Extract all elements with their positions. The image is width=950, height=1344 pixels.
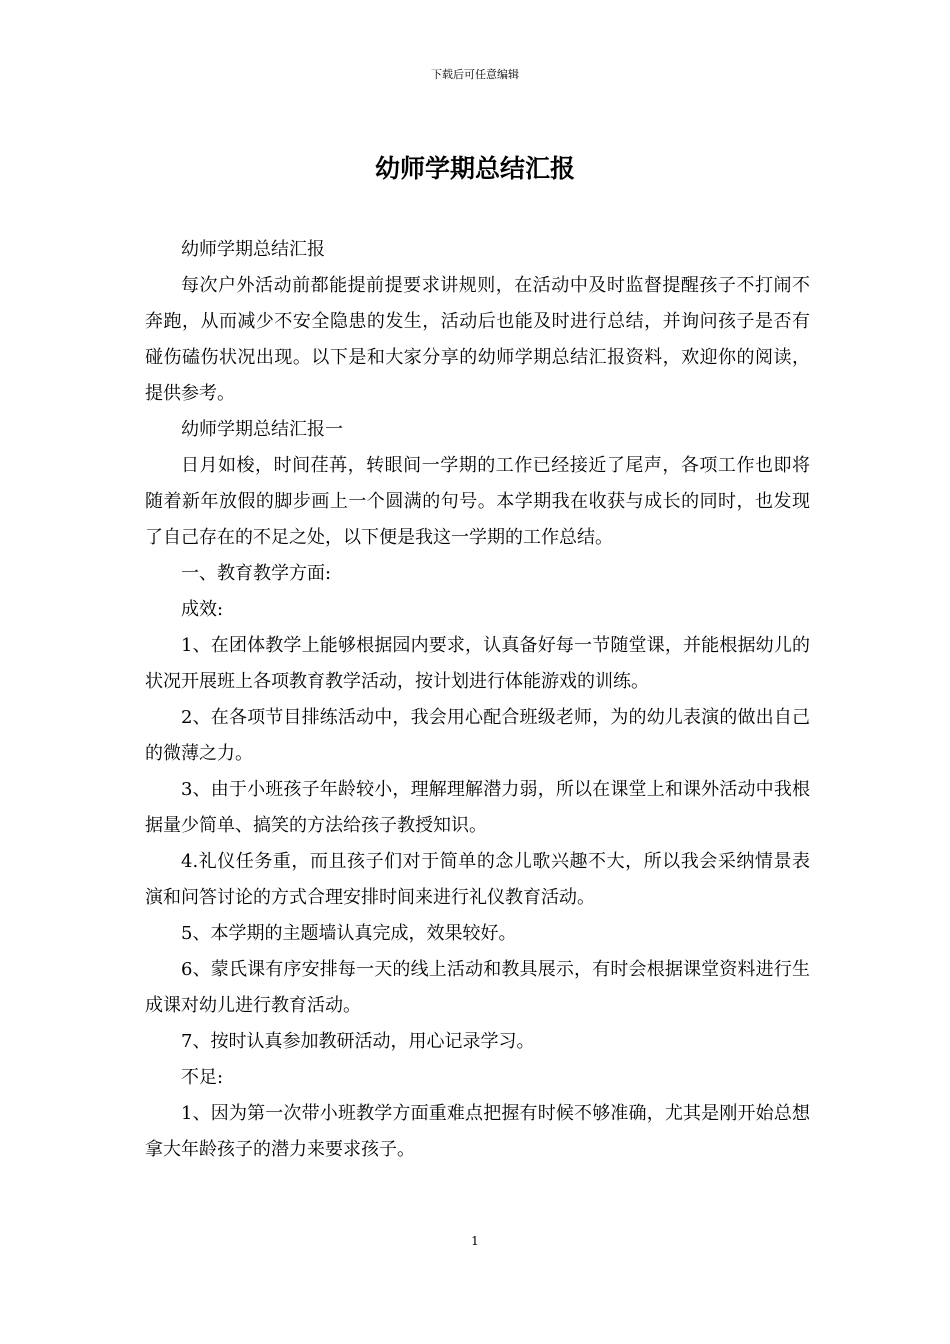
paragraph-shortcoming-1: 1、因为第一次带小班教学方面重难点把握有时候不够准确，尤其是刚开始总想拿大年龄孩子的潜力来要求孩子。 bbox=[145, 1103, 810, 1160]
paragraph-opening: 日月如梭，时间荏苒，转眼间一学期的工作已经接近了尾声，各项工作也即将随着新年放假的脚步画上一个圆满的句号。本学期我在收获与成长的同时，也发现了自己存在的不足之处，以下便是我这一学期的工作总结。 bbox=[145, 455, 810, 548]
paragraph-item-2: 2、在各项节目排练活动中，我会用心配合班级老师，为的幼儿表演的做出自己的微薄之力。 bbox=[145, 707, 810, 764]
paragraph-item-5: 5、本学期的主题墙认真完成，效果较好。 bbox=[181, 923, 517, 944]
paragraph-intro: 每次户外活动前都能提前提要求讲规则，在活动中及时监督提醒孩子不打闹不奔跑，从而减少不安全隐患的发生，活动后也能及时进行总结，并询问孩子是否有碰伤磕伤状况出现。以下是和大家分享的幼师学期总结汇报资料，欢迎你的阅读，提供参考。 bbox=[145, 275, 810, 404]
paragraph-shortcomings-label: 不足: bbox=[181, 1067, 224, 1088]
document-title: 幼师学期总结汇报 bbox=[374, 154, 575, 183]
paragraph-item-6: 6、蒙氏课有序安排每一天的线上活动和教具展示，有时会根据课堂资料进行生成课对幼儿进行教育活动。 bbox=[145, 959, 810, 1016]
page-number: 1 bbox=[471, 1234, 479, 1248]
paragraph-section-heading: 幼师学期总结汇报一 bbox=[181, 419, 343, 440]
paragraph-subtitle: 幼师学期总结汇报 bbox=[181, 239, 325, 260]
paragraph-achievements-label: 成效: bbox=[181, 599, 224, 620]
paragraph-item-3: 3、由于小班孩子年龄较小，理解理解潜力弱，所以在课堂上和课外活动中我根据量少简单、搞笑的方法给孩子教授知识。 bbox=[145, 779, 810, 836]
page-header-note: 下载后可任意编辑 bbox=[431, 68, 519, 81]
paragraph-item-4: 4.礼仪任务重，而且孩子们对于简单的念儿歌兴趣不大，所以我会采纳情景表演和问答讨论的方式合理安排时间来进行礼仪教育活动。 bbox=[145, 851, 810, 908]
paragraph-item-7: 7、按时认真参加教研活动，用心记录学习。 bbox=[181, 1031, 535, 1052]
document-body bbox=[145, 232, 810, 1168]
paragraph-item-1: 1、在团体教学上能够根据园内要求，认真备好每一节随堂课，并能根据幼儿的状况开展班上各项教育教学活动，按计划进行体能游戏的训练。 bbox=[145, 635, 810, 692]
paragraph-teaching-heading: 一、教育教学方面: bbox=[181, 563, 332, 584]
